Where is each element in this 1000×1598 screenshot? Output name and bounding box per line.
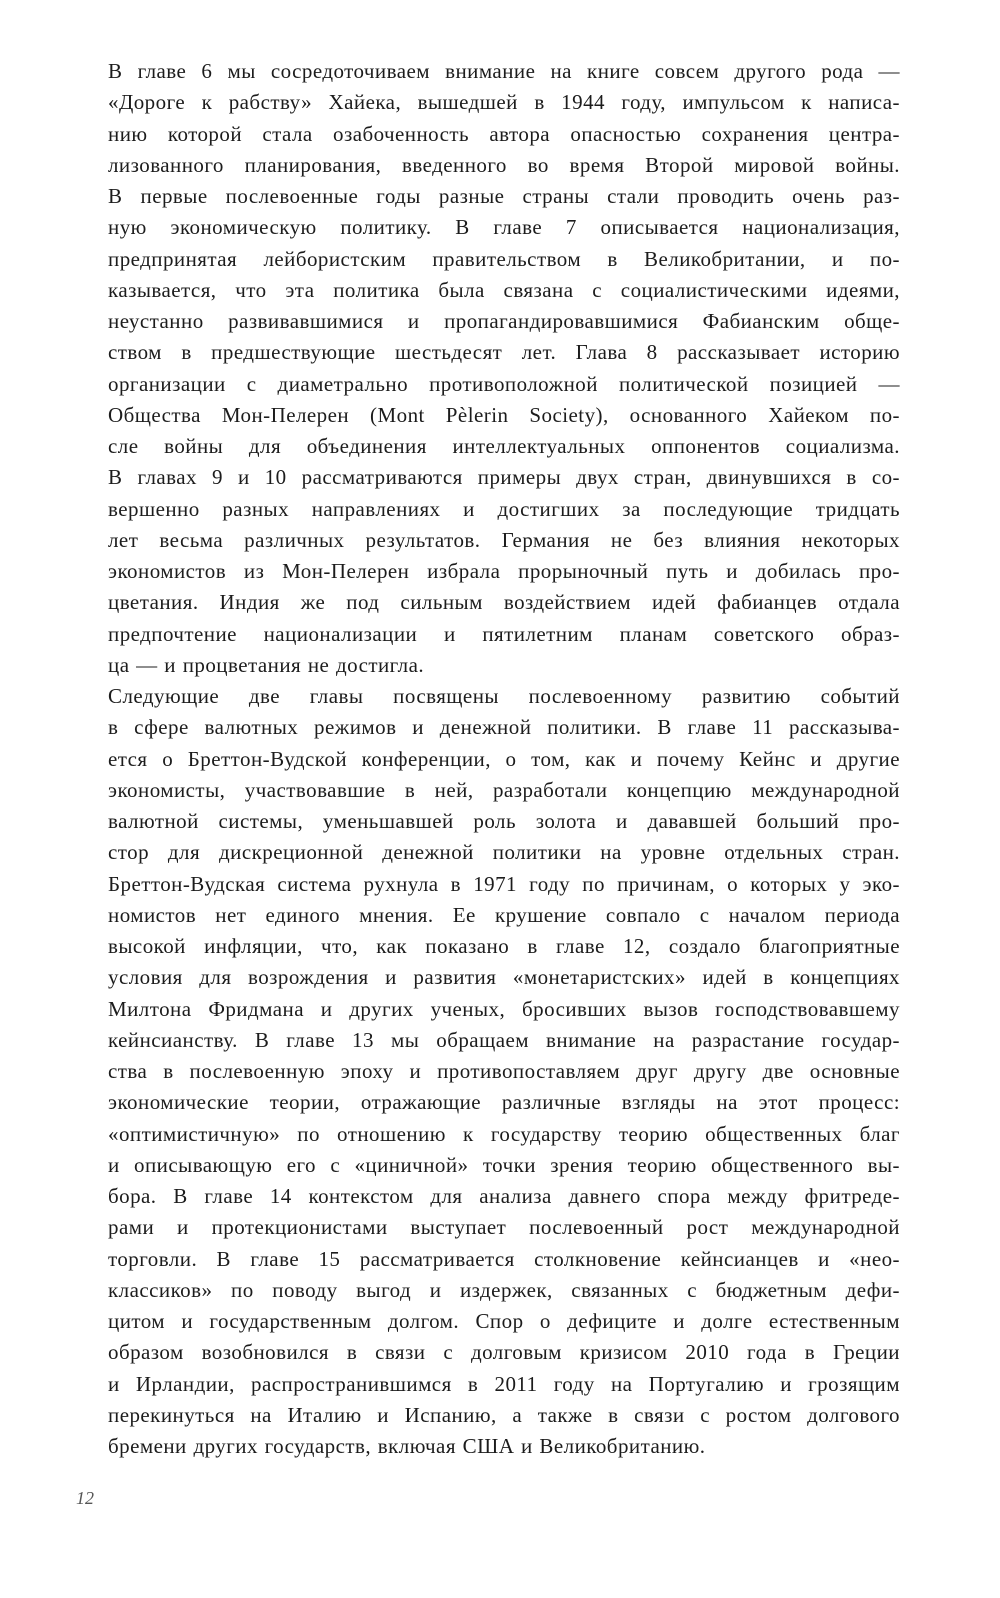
- text-line: лизованного планирования, введенного во время Второй мировой войны.: [108, 152, 900, 177]
- text-line: лет весьма различных результатов. Германия не без влияния некоторых: [108, 527, 900, 552]
- text-line: «оптимистичную» по отношению к государству теорию общественных благ: [108, 1121, 900, 1146]
- text-line: сле войны для объединения интеллектуальных оппонентов социализма.: [108, 434, 900, 458]
- text-line: В главах 9 и 10 рассматриваются примеры двух стран, двинувшихся в со-: [108, 465, 900, 490]
- text-line: экономистов из Мон-Пелерен избрала прорыночный путь и добилась про-: [108, 559, 900, 583]
- text-line: предпочтение национализации и пятилетним планам советского образ-: [108, 621, 900, 646]
- text-line: бремени других государств, включая США и Великобританию.: [108, 1434, 706, 1458]
- text-line: и описывающую его с «циничной» точки зрения теорию общественного вы-: [108, 1152, 900, 1177]
- text-line: образом возобновился в связи с долговым кризисом 2010 года в Греции: [108, 1340, 900, 1365]
- text-line: Милтона Фридмана и других ученых, бросивших вызов господствовавшему: [108, 996, 900, 1021]
- text-line: нию которой стала озабоченность автора опасностью сохранения центра-: [108, 121, 900, 146]
- text-line: перекинуться на Италию и Испанию, а также в связи с ростом долгового: [108, 1402, 900, 1427]
- text-line: валютной системы, уменьшавшей роль золота и дававшей больший про-: [108, 809, 900, 833]
- text-line: казывается, что эта политика была связана с социалистическими идеями,: [108, 277, 900, 302]
- text-line: экономические теории, отражающие различные взгляды на этот процесс:: [108, 1090, 900, 1115]
- text-line: и Ирландии, распространившимся в 2011 году на Португалию и грозящим: [108, 1371, 900, 1396]
- paragraph: [76, 56, 900, 681]
- body-text: [76, 56, 900, 1462]
- text-line: Следующие две главы посвящены послевоенному развитию событий: [108, 684, 900, 708]
- text-line: Бреттон-Вудская система рухнула в 1971 году по причинам, о которых у эко-: [108, 871, 900, 896]
- page-number: 12: [76, 1488, 94, 1508]
- text-line: экономисты, участвовавшие в ней, разработали концепцию международной: [108, 777, 900, 802]
- text-line: рами и протекционистами выступает послевоенный рост международной: [108, 1215, 900, 1240]
- text-line: «Дороге к рабству» Хайека, вышедшей в 1944 году, импульсом к написа-: [108, 90, 900, 115]
- text-line: В первые послевоенные годы разные страны стали проводить очень раз-: [108, 184, 900, 208]
- text-line: ства в послевоенную эпоху и противопоставляем друг другу две основные: [108, 1059, 900, 1083]
- text-line: цветания. Индия же под сильным воздействием идей фабианцев отдала: [108, 590, 900, 615]
- text-line: кейнсианству. В главе 13 мы обращаем внимание на разрастание государ-: [108, 1027, 900, 1052]
- text-line: классиков» по поводу выгод и издержек, связанных с бюджетным дефи-: [108, 1277, 900, 1302]
- text-line: организации с диаметрально противоположной политической позицией —: [108, 371, 900, 396]
- text-line: номистов нет единого мнения. Ее крушение совпало с началом периода: [108, 902, 900, 927]
- text-line: бора. В главе 14 контекстом для анализа давнего спора между фритреде-: [108, 1184, 900, 1208]
- paragraph: [76, 681, 900, 1462]
- text-line: Общества Мон-Пелерен (Mont Pèlerin Society), основанного Хайеком по-: [108, 402, 900, 427]
- text-line: предпринятая лейбористским правительством в Великобритании, и по-: [108, 246, 900, 271]
- text-line: ца — и процветания не достигла.: [108, 652, 425, 677]
- text-line: в сфере валютных режимов и денежной политики. В главе 11 рассказыва-: [108, 715, 900, 740]
- text-line: торговли. В главе 15 рассматривается столкновение кейнсианцев и «нео-: [108, 1246, 900, 1271]
- text-line: В главе 6 мы сосредоточиваем внимание на книге совсем другого рода —: [108, 59, 900, 83]
- text-line: цитом и государственным долгом. Спор о дефиците и долге естественным: [108, 1309, 900, 1333]
- text-line: стор для дискреционной денежной политики на уровне отдельных стран.: [108, 840, 900, 865]
- text-line: ется о Бреттон-Вудской конференции, о том, как и почему Кейнс и другие: [108, 746, 900, 771]
- text-line: ную экономическую политику. В главе 7 описывается национализация,: [108, 215, 900, 240]
- text-line: вершенно разных направлениях и достигших за последующие тридцать: [108, 496, 900, 521]
- text-line: высокой инфляции, что, как показано в главе 12, создало благоприятные: [108, 934, 900, 958]
- text-line: условия для возрождения и развития «монетаристских» идей в концепциях: [108, 965, 900, 990]
- text-line: неустанно развивавшимися и пропагандировавшимися Фабианским обще-: [108, 309, 900, 333]
- text-line: ством в предшествующие шестьдесят лет. Глава 8 рассказывает историю: [108, 340, 900, 365]
